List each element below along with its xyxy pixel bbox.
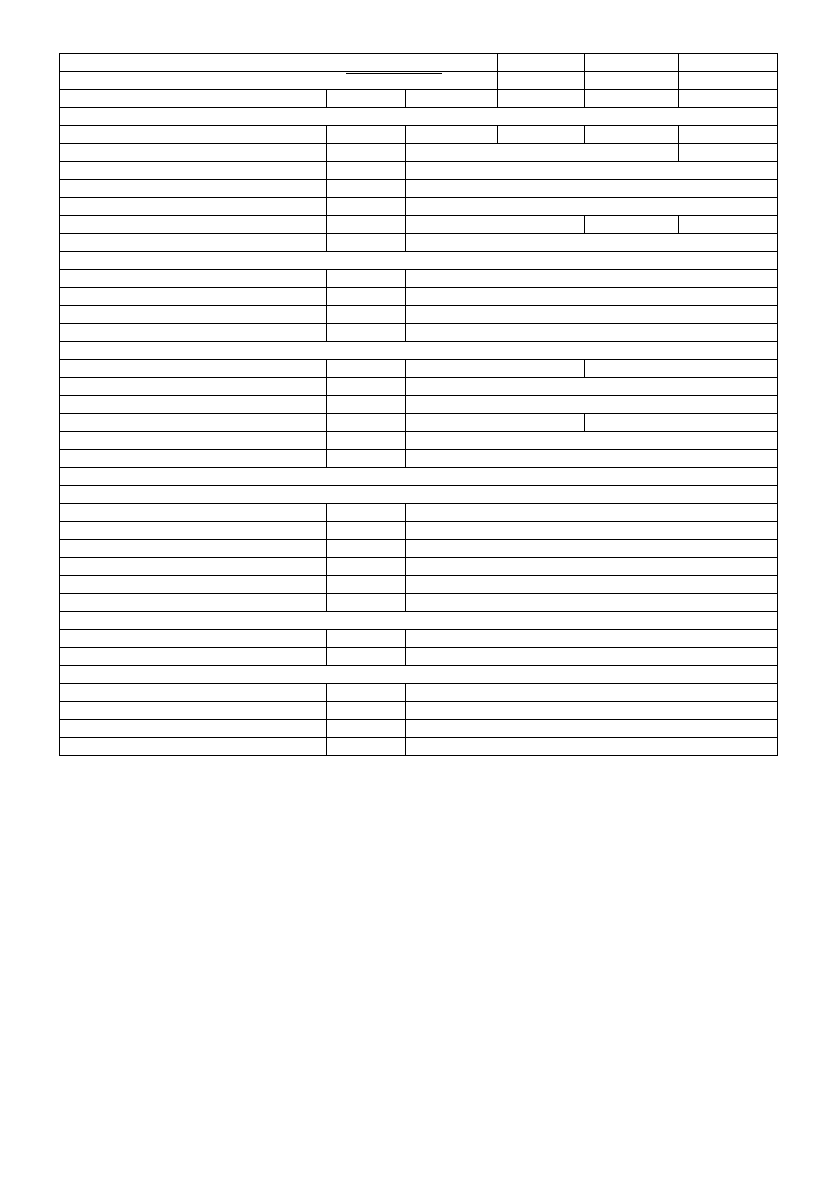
header-sub-1 (498, 72, 585, 90)
row-1-code (327, 90, 406, 108)
row-15-section (60, 342, 778, 360)
row-17-label (60, 378, 327, 396)
table-row (60, 594, 778, 612)
row-4-value-c (679, 144, 778, 162)
row-14-label (60, 324, 327, 342)
table-row (60, 342, 778, 360)
header-sub-3-text (679, 72, 777, 76)
row-37-label (60, 738, 327, 756)
header-col-3 (679, 54, 778, 72)
header-sub-2 (585, 72, 679, 90)
table-row (60, 90, 778, 108)
row-29-value (406, 594, 778, 612)
row-25-label (60, 522, 327, 540)
header-col-2 (585, 54, 679, 72)
header-row-bottom (60, 72, 778, 90)
row-17-value (406, 378, 778, 396)
row-25-value (406, 522, 778, 540)
header-sub-3 (679, 72, 778, 90)
table-row (60, 288, 778, 306)
row-19-value-merged (406, 414, 585, 432)
row-14-value (406, 324, 778, 342)
header-col-1 (498, 54, 585, 72)
row-31-code (327, 630, 406, 648)
row-32-code (327, 648, 406, 666)
row-13-value (406, 306, 778, 324)
row-29-label (60, 594, 327, 612)
signature-line (346, 72, 442, 74)
row-24-label (60, 504, 327, 522)
row-27-code (327, 558, 406, 576)
row-35-value (406, 702, 778, 720)
row-1-label (60, 90, 327, 108)
row-7-label (60, 198, 327, 216)
row-4-code (327, 144, 406, 162)
row-8-value-b (585, 216, 679, 234)
row-9-value (406, 234, 778, 252)
table-row (60, 306, 778, 324)
row-20-label (60, 432, 327, 450)
row-19-code (327, 414, 406, 432)
table-row (60, 630, 778, 648)
row-34-label (60, 684, 327, 702)
row-19-label (60, 414, 327, 432)
form-table-container (59, 53, 777, 756)
row-3-value-a (498, 126, 585, 144)
table-row (60, 540, 778, 558)
table-row (60, 360, 778, 378)
row-1-value-b (585, 90, 679, 108)
row-3-label (60, 126, 327, 144)
table-row (60, 450, 778, 468)
row-12-value (406, 288, 778, 306)
row-3-value-b (585, 126, 679, 144)
row-4-value-merged (406, 144, 679, 162)
table-row (60, 468, 778, 486)
row-33-section (60, 666, 778, 684)
row-5-label (60, 162, 327, 180)
row-30-section (60, 612, 778, 630)
table-row (60, 720, 778, 738)
header-col-1-text (498, 54, 584, 58)
table-row (60, 378, 778, 396)
table-row (60, 648, 778, 666)
header-title-cell (60, 54, 498, 72)
row-35-label (60, 702, 327, 720)
table-row (60, 504, 778, 522)
row-2-section (60, 108, 778, 126)
row-36-value (406, 720, 778, 738)
row-7-value (406, 198, 778, 216)
table-row (60, 252, 778, 270)
row-28-label (60, 576, 327, 594)
row-20-value (406, 432, 778, 450)
header-sub-2-text (585, 72, 678, 76)
row-36-label (60, 720, 327, 738)
row-11-code (327, 270, 406, 288)
row-12-code (327, 288, 406, 306)
row-11-value (406, 270, 778, 288)
table-row (60, 684, 778, 702)
header-title-text (60, 54, 497, 58)
table-row (60, 126, 778, 144)
header-signature-cell (60, 72, 498, 90)
row-35-code (327, 702, 406, 720)
row-37-code (327, 738, 406, 756)
row-32-label (60, 648, 327, 666)
table-row (60, 144, 778, 162)
table-row (60, 738, 778, 756)
row-34-value (406, 684, 778, 702)
row-25-code (327, 522, 406, 540)
row-21-value (406, 450, 778, 468)
row-5-code (327, 162, 406, 180)
row-11-label (60, 270, 327, 288)
row-29-code (327, 594, 406, 612)
row-6-label (60, 180, 327, 198)
table-row (60, 396, 778, 414)
row-1-value-a (498, 90, 585, 108)
table-row (60, 612, 778, 630)
row-19-value-tail (585, 414, 778, 432)
row-32-value (406, 648, 778, 666)
row-22-section (60, 468, 778, 486)
table-row (60, 234, 778, 252)
table-row (60, 432, 778, 450)
row-6-value (406, 180, 778, 198)
row-16-label (60, 360, 327, 378)
row-28-code (327, 576, 406, 594)
row-21-code (327, 450, 406, 468)
table-row (60, 666, 778, 684)
row-8-label (60, 216, 327, 234)
row-16-value-merged (406, 360, 585, 378)
row-8-value-merged (406, 216, 585, 234)
row-6-code (327, 180, 406, 198)
table-row (60, 270, 778, 288)
row-17-code (327, 378, 406, 396)
table-row (60, 324, 778, 342)
row-13-label (60, 306, 327, 324)
row-7-code (327, 198, 406, 216)
row-23-section (60, 486, 778, 504)
row-3-value-wide (406, 126, 498, 144)
header-sub-1-text (498, 72, 584, 76)
row-26-code (327, 540, 406, 558)
row-28-value (406, 576, 778, 594)
row-36-code (327, 720, 406, 738)
table-row (60, 576, 778, 594)
row-16-code (327, 360, 406, 378)
form-table (59, 53, 778, 756)
row-26-label (60, 540, 327, 558)
table-row (60, 414, 778, 432)
row-24-code (327, 504, 406, 522)
row-13-code (327, 306, 406, 324)
table-row (60, 702, 778, 720)
table-row (60, 180, 778, 198)
header-row-top (60, 54, 778, 72)
row-34-code (327, 684, 406, 702)
table-row (60, 198, 778, 216)
table-row (60, 216, 778, 234)
row-9-label (60, 234, 327, 252)
table-row (60, 522, 778, 540)
row-12-label (60, 288, 327, 306)
row-31-value (406, 630, 778, 648)
row-27-label (60, 558, 327, 576)
row-1-value-c (679, 90, 778, 108)
row-3-code (327, 126, 406, 144)
row-10-section (60, 252, 778, 270)
row-31-label (60, 630, 327, 648)
row-8-value-c (679, 216, 778, 234)
row-18-code (327, 396, 406, 414)
table-row (60, 108, 778, 126)
row-18-value (406, 396, 778, 414)
row-21-label (60, 450, 327, 468)
header-col-3-text (679, 54, 777, 58)
row-37-value (406, 738, 778, 756)
row-14-code (327, 324, 406, 342)
row-18-label (60, 396, 327, 414)
row-9-code (327, 234, 406, 252)
row-26-value (406, 540, 778, 558)
row-1-value-wide (406, 90, 498, 108)
header-col-2-text (585, 54, 678, 58)
row-24-value (406, 504, 778, 522)
row-4-label (60, 144, 327, 162)
row-3-value-c (679, 126, 778, 144)
table-row (60, 486, 778, 504)
row-27-value (406, 558, 778, 576)
table-row (60, 558, 778, 576)
table-row (60, 162, 778, 180)
row-8-code (327, 216, 406, 234)
row-20-code (327, 432, 406, 450)
row-5-value (406, 162, 778, 180)
row-16-value-tail (585, 360, 778, 378)
